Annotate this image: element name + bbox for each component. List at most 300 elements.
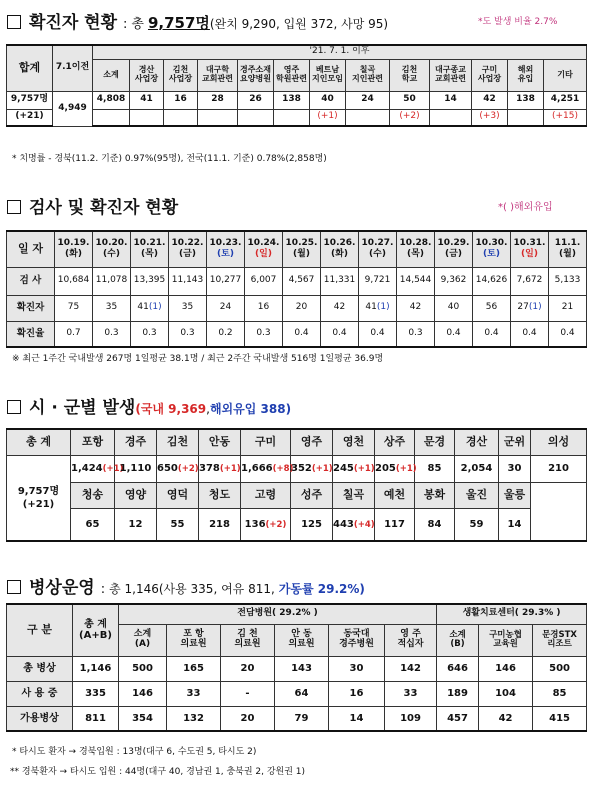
t2-date-header	[511, 231, 549, 267]
t2-date-header	[131, 231, 169, 267]
t4-cell: -	[221, 681, 275, 706]
t3-region-value	[291, 455, 333, 482]
t3-region-value	[415, 455, 455, 482]
t2-cell	[321, 295, 359, 321]
t4-cell: 20	[221, 656, 275, 681]
t2-cell-value: 0.3	[104, 327, 119, 338]
t2-weekday: (수)	[369, 249, 386, 260]
t4-cell: 14	[329, 706, 385, 731]
t4-cell: 146	[479, 656, 533, 681]
t3-region-value	[333, 508, 375, 541]
t3-region-name: 포항	[71, 429, 115, 455]
t2-date-header	[207, 231, 245, 267]
t3-region-increase: (+4)	[353, 519, 375, 530]
t3-region-count: 352	[291, 462, 312, 474]
t2-cell	[283, 321, 321, 347]
t2-cell-value: 21	[561, 302, 574, 313]
t2-date: 10.20.	[95, 238, 128, 248]
section3-sub-open: (	[135, 402, 141, 416]
t1-increase-cell	[274, 109, 310, 126]
t3-region-count: 14	[507, 518, 522, 530]
t3-region-count: 1,110	[119, 463, 152, 474]
t1-cell: 4,808	[93, 91, 130, 109]
t1-cell: 42	[472, 91, 508, 109]
t3-region-name: 안동	[199, 429, 241, 455]
t1-col-header: 김천 사업장	[164, 59, 198, 91]
t2-cell-value: 0.7	[66, 327, 81, 338]
t2-cell	[283, 267, 321, 295]
t2-cell	[435, 321, 473, 347]
t4-cell: 109	[385, 706, 437, 731]
t3-region-count: 205	[375, 462, 396, 474]
t2-date: 11.1.	[554, 238, 581, 248]
section1-total: 9,757명	[147, 14, 210, 32]
t2-weekday: (월)	[293, 249, 310, 260]
t3-region-increase: (+1)	[102, 463, 124, 474]
checkbox-square-icon	[7, 400, 21, 414]
t4-center-col: 소계 (B)	[437, 624, 479, 656]
t3-region-name: 경산	[455, 429, 499, 455]
section-title-regions	[7, 393, 291, 418]
t1-cell: 138	[508, 91, 544, 109]
t1-header-total: 합계	[7, 45, 53, 91]
t1-col-header: 경산 사업장	[130, 59, 164, 91]
t2-date: 10.24.	[247, 238, 280, 248]
t2-header-date: 일 자	[7, 231, 55, 267]
t4-row-label: 사 용 중	[7, 681, 73, 706]
t1-increase-cell	[238, 109, 274, 126]
t4-cell: 33	[385, 681, 437, 706]
t3-total-increase: (+21)	[22, 498, 55, 510]
t3-region-name: 울릉	[499, 482, 531, 508]
t4-cell: 646	[437, 656, 479, 681]
t1-cell: 40	[310, 91, 346, 109]
t3-region-value	[199, 508, 241, 541]
t4-cell: 500	[119, 656, 167, 681]
t4-cell: 30	[329, 656, 385, 681]
t1-cell: 4,251	[544, 91, 587, 109]
t2-cell	[359, 267, 397, 295]
t2-weekday: (금)	[179, 249, 196, 260]
t1-cell: 41	[130, 91, 164, 109]
t1-increase-cell	[164, 109, 198, 126]
section3-sub-overseas: 해외유입 388	[209, 402, 286, 416]
t1-increase-cell	[93, 109, 130, 126]
t3-region-name: 군위	[499, 429, 531, 455]
t4-hospital-col: 김 천 의료원	[221, 624, 275, 656]
t2-date-header	[549, 231, 587, 267]
confirmed-table	[6, 44, 587, 127]
t1-col-header: 베트남 지인모임	[310, 59, 346, 91]
section4-footnote2: ** 경북환자 → 타시도 입원 : 44명(대구 40, 경남권 1, 충북권 2, 강원권 1)	[10, 767, 306, 777]
t3-region-increase: (+1)	[395, 463, 417, 474]
section3-sub-domestic: 국내 9,369	[140, 402, 207, 416]
section-title-beds	[7, 573, 365, 598]
t2-date-header	[321, 231, 359, 267]
t1-col-header: 기타	[544, 59, 587, 91]
t4-cell: 415	[533, 706, 587, 731]
t3-region-increase: (+1)	[311, 463, 333, 474]
t4-cell: 33	[167, 681, 221, 706]
t2-cell	[169, 295, 207, 321]
t3-region-count: 30	[507, 463, 522, 474]
tests-table	[6, 230, 587, 348]
t1-increase-cell: (+2)	[390, 109, 430, 126]
t2-weekday: (수)	[103, 249, 120, 260]
t2-cell-value: 75	[67, 302, 80, 313]
t1-increase-cell: (+1)	[310, 109, 346, 126]
t2-cell-value: 0.4	[560, 327, 575, 338]
t2-cell-value: 20	[295, 302, 308, 313]
t3-region-name: 문경	[415, 429, 455, 455]
t2-date: 10.22.	[171, 238, 204, 248]
t4-hospital-col: 영 주 적십자	[385, 624, 437, 656]
t2-cell	[55, 267, 93, 295]
t4-hospital-col: 소계 (A)	[119, 624, 167, 656]
t1-increase-cell	[198, 109, 238, 126]
t4-cell: 132	[167, 706, 221, 731]
t1-col-header: 김천 학교	[390, 59, 430, 91]
t2-cell-overseas: (1)	[376, 302, 390, 313]
t2-weekday: (토)	[217, 249, 234, 260]
t1-col-header: 대구학 교회관련	[198, 59, 238, 91]
t4-header-total: 총 계 (A+B)	[73, 604, 119, 656]
t2-weekday: (일)	[255, 249, 272, 260]
checkbox-square-icon	[7, 15, 21, 29]
t4-center-col: 구미농협 교육원	[479, 624, 533, 656]
t2-date: 10.30.	[475, 238, 508, 248]
t2-cell	[245, 267, 283, 295]
t2-cell	[93, 295, 131, 321]
t2-cell	[473, 267, 511, 295]
t3-region-value	[333, 455, 375, 482]
t2-weekday: (목)	[141, 249, 158, 260]
t3-region-count: 55	[170, 518, 185, 530]
t2-date-header	[359, 231, 397, 267]
t3-region-value	[499, 455, 531, 482]
t4-header-gubun: 구 분	[7, 604, 73, 656]
t3-region-value	[415, 508, 455, 541]
t2-weekday: (화)	[331, 249, 348, 260]
t4-cell: 457	[437, 706, 479, 731]
t3-total-value: 9,757명	[17, 485, 60, 497]
t3-region-name: 영덕	[157, 482, 199, 508]
t1-cell: 138	[274, 91, 310, 109]
t4-cell: 142	[385, 656, 437, 681]
t2-date: 10.27.	[361, 238, 394, 248]
t2-cell	[321, 267, 359, 295]
t2-cell-value: 0.4	[522, 327, 537, 338]
t4-cell: 189	[437, 681, 479, 706]
section2-title: 검사 및 확진자 현황	[29, 198, 179, 218]
t2-cell-value: 11,331	[323, 275, 356, 286]
t3-region-name: 울진	[455, 482, 499, 508]
t2-cell-overseas: (1)	[528, 302, 542, 313]
t2-date: 10.26.	[323, 238, 356, 248]
t3-region-name: 구미	[241, 429, 291, 455]
t2-row-label: 확진자	[7, 295, 55, 321]
t2-cell	[207, 321, 245, 347]
t3-region-name: 칠곡	[333, 482, 375, 508]
t2-weekday: (월)	[559, 249, 576, 260]
t3-region-name: 청도	[199, 482, 241, 508]
t1-before-value: 4,949	[53, 91, 93, 126]
t1-col-header: 경주소재 요양병원	[238, 59, 274, 91]
section2-note: *( )해외유입	[498, 202, 553, 213]
t3-region-count: 210	[548, 463, 569, 474]
t3-region-value	[375, 455, 415, 482]
t1-col-header: 해외 유입	[508, 59, 544, 91]
t3-region-name: 성주	[291, 482, 333, 508]
t2-date-header	[93, 231, 131, 267]
t3-region-value	[157, 508, 199, 541]
t3-region-value	[157, 455, 199, 482]
t1-cell: 28	[198, 91, 238, 109]
t2-cell	[549, 321, 587, 347]
section4-title: 병상운영	[29, 578, 95, 598]
t2-cell-value: 9,721	[364, 275, 391, 286]
checkbox-square-icon	[7, 200, 21, 214]
t4-cell: 500	[533, 656, 587, 681]
t2-date-header	[283, 231, 321, 267]
t2-cell-value: 0.4	[446, 327, 461, 338]
section4-colon: :	[100, 582, 106, 597]
t2-cell	[207, 295, 245, 321]
t1-increase-cell	[508, 109, 544, 126]
t2-date-header	[169, 231, 207, 267]
t2-row-label: 검 사	[7, 267, 55, 295]
t2-cell-value: 41	[137, 302, 149, 313]
t2-cell-value: 35	[105, 302, 118, 313]
t2-cell-value: 0.4	[370, 327, 385, 338]
t2-cell-overseas: (1)	[148, 302, 162, 313]
section3-title: 시 · 군별 발생	[29, 398, 136, 418]
t3-region-count: 117	[384, 518, 405, 530]
t3-region-count: 84	[427, 518, 442, 530]
t2-weekday: (금)	[445, 249, 462, 260]
t2-date: 10.29.	[437, 238, 470, 248]
t2-cell	[549, 295, 587, 321]
t1-total-value: 9,757명	[7, 91, 53, 109]
t1-cell: 50	[390, 91, 430, 109]
t4-cell: 165	[167, 656, 221, 681]
t3-region-value	[291, 508, 333, 541]
t4-hospital-col: 동국대 경주병원	[329, 624, 385, 656]
t2-weekday: (토)	[483, 249, 500, 260]
t1-col-header: 소계	[93, 59, 130, 91]
t2-cell-value: 0.4	[294, 327, 309, 338]
t3-region-count: 85	[427, 463, 442, 474]
section1-footnote: * 치명률 - 경북(11.2. 기준) 0.97%(95명), 전국(11.1. 기준) 0.78%(2,858명)	[12, 154, 327, 164]
t2-cell-value: 14,626	[475, 275, 508, 286]
t2-cell-value: 0.2	[218, 327, 233, 338]
t4-row-label: 가용병상	[7, 706, 73, 731]
section4-avail: 가동률 29.2%)	[278, 582, 365, 596]
t4-hospital-col: 포 항 의료원	[167, 624, 221, 656]
t4-hospital-col: 안 동 의료원	[275, 624, 329, 656]
t2-cell	[131, 295, 169, 321]
t2-cell-value: 42	[409, 302, 422, 313]
t2-cell-value: 11,078	[95, 275, 128, 286]
section1-breakdown: (완치 9,290, 입원 372, 사망 95)	[209, 17, 389, 31]
section4-footnote1: * 타시도 환자 → 경북입원 : 13명(대구 6, 수도권 5, 타시도 2)	[12, 747, 257, 757]
t4-cell: 1,146	[73, 656, 119, 681]
t2-weekday: (일)	[521, 249, 538, 260]
t2-cell	[245, 295, 283, 321]
t4-header-hospitals: 전담병원( 29.2% )	[119, 604, 437, 624]
t1-cell: 14	[430, 91, 472, 109]
t3-region-count: 443	[333, 518, 354, 530]
t2-date: 10.31.	[513, 238, 546, 248]
section2-footnote: ※ 최근 1주간 국내발생 267명 1일평균 38.1명 / 최근 2주간 국내발생 516명 1일평균 36.9명	[12, 354, 384, 364]
t3-region-name: 예천	[375, 482, 415, 508]
t2-date-header	[55, 231, 93, 267]
t3-region-value	[199, 455, 241, 482]
t3-header-total: 총 계	[7, 429, 71, 455]
t2-cell	[473, 321, 511, 347]
t2-cell	[55, 321, 93, 347]
t1-cell: 26	[238, 91, 274, 109]
t2-cell-value: 4,567	[288, 275, 315, 286]
section3-sub-close: )	[285, 402, 292, 416]
t2-cell-value: 0.3	[180, 327, 195, 338]
t1-header-before: 7.1이전	[53, 45, 93, 91]
t2-cell-value: 10,277	[209, 275, 242, 286]
t1-increase-cell	[130, 109, 164, 126]
checkbox-square-icon	[7, 580, 21, 594]
t2-cell-value: 56	[485, 302, 498, 313]
t2-cell-value: 0.3	[142, 327, 157, 338]
t1-col-header: 칠곡 지인관련	[346, 59, 390, 91]
t1-increase-cell: (+15)	[544, 109, 587, 126]
t3-region-increase: (+8)	[272, 463, 294, 474]
t3-total-cell	[7, 455, 71, 541]
t2-weekday: (화)	[65, 249, 82, 260]
t2-cell	[321, 321, 359, 347]
t2-cell	[511, 295, 549, 321]
t3-region-name: 봉화	[415, 482, 455, 508]
t4-cell: 79	[275, 706, 329, 731]
t2-cell-value: 10,684	[57, 275, 90, 286]
t3-region-count: 59	[469, 518, 484, 530]
section3-sub-sep: ,	[206, 402, 210, 416]
t1-increase-cell	[346, 109, 390, 126]
section1-title: 확진자 현황	[29, 13, 118, 33]
t1-increase-cell	[430, 109, 472, 126]
t2-date: 10.19.	[57, 238, 90, 248]
t1-col-header: 영주 학원관련	[274, 59, 310, 91]
t4-cell: 354	[119, 706, 167, 731]
t1-cell: 24	[346, 91, 390, 109]
t3-empty-cell	[531, 482, 587, 541]
t2-cell	[245, 321, 283, 347]
t2-cell-value: 0.3	[256, 327, 271, 338]
t3-region-value	[499, 508, 531, 541]
t3-region-count: 650	[157, 462, 178, 474]
t2-cell	[435, 295, 473, 321]
t1-increase-cell: (+3)	[472, 109, 508, 126]
t2-cell	[511, 267, 549, 295]
t2-cell	[131, 321, 169, 347]
t3-region-name: 의성	[531, 429, 587, 455]
t2-cell	[397, 321, 435, 347]
t3-region-name: 상주	[375, 429, 415, 455]
t2-weekday: (목)	[407, 249, 424, 260]
t2-cell	[511, 321, 549, 347]
t3-region-name: 영주	[291, 429, 333, 455]
t2-cell-value: 24	[219, 302, 232, 313]
t2-cell	[397, 295, 435, 321]
t3-region-value	[115, 508, 157, 541]
section-title-tests	[7, 193, 178, 218]
t2-cell-value: 6,007	[250, 275, 277, 286]
t4-row-label: 총 병상	[7, 656, 73, 681]
section1-total-prefix: 총	[131, 17, 144, 32]
t4-cell: 335	[73, 681, 119, 706]
t3-region-count: 1,666	[241, 462, 273, 474]
t3-region-name: 경주	[115, 429, 157, 455]
t2-cell-value: 13,395	[133, 275, 166, 286]
t2-cell	[93, 321, 131, 347]
t2-cell	[549, 267, 587, 295]
t3-region-increase: (+1)	[219, 463, 241, 474]
t3-region-value	[375, 508, 415, 541]
t2-cell	[207, 267, 245, 295]
t3-region-value	[115, 455, 157, 482]
t2-cell-value: 9,362	[440, 275, 467, 286]
t2-cell	[397, 267, 435, 295]
t2-cell	[473, 295, 511, 321]
t2-cell	[55, 295, 93, 321]
t3-region-value	[455, 508, 499, 541]
t2-cell-value: 16	[257, 302, 270, 313]
t2-cell-value: 41	[365, 302, 377, 313]
t2-date-header	[245, 231, 283, 267]
t4-header-centers: 생활치료센터( 29.3% )	[437, 604, 587, 624]
t3-region-count: 125	[301, 518, 322, 530]
t4-center-col: 문경STX 리조트	[533, 624, 587, 656]
t2-cell-value: 0.4	[484, 327, 499, 338]
t2-date-header	[435, 231, 473, 267]
t4-cell: 146	[119, 681, 167, 706]
t3-region-name: 고령	[241, 482, 291, 508]
beds-table	[6, 603, 587, 732]
t3-region-count: 245	[333, 462, 354, 474]
t4-cell: 143	[275, 656, 329, 681]
t1-total-increase: (+21)	[7, 109, 53, 126]
t2-date: 10.23.	[209, 238, 242, 248]
t2-cell	[93, 267, 131, 295]
t2-row-label: 확진율	[7, 321, 55, 347]
t3-region-name: 청송	[71, 482, 115, 508]
t4-cell: 104	[479, 681, 533, 706]
t2-cell	[131, 267, 169, 295]
t2-cell	[359, 295, 397, 321]
t2-cell	[169, 267, 207, 295]
t3-region-count: 12	[128, 518, 143, 530]
t4-cell: 64	[275, 681, 329, 706]
t2-date: 10.21.	[133, 238, 166, 248]
t3-region-value	[241, 508, 291, 541]
t4-cell: 85	[533, 681, 587, 706]
t3-region-count: 2,054	[460, 463, 493, 474]
t3-region-name: 영천	[333, 429, 375, 455]
t2-cell	[169, 321, 207, 347]
t2-cell-value: 35	[181, 302, 194, 313]
t4-cell: 42	[479, 706, 533, 731]
t1-col-header: 구미 사업장	[472, 59, 508, 91]
t2-date-header	[473, 231, 511, 267]
